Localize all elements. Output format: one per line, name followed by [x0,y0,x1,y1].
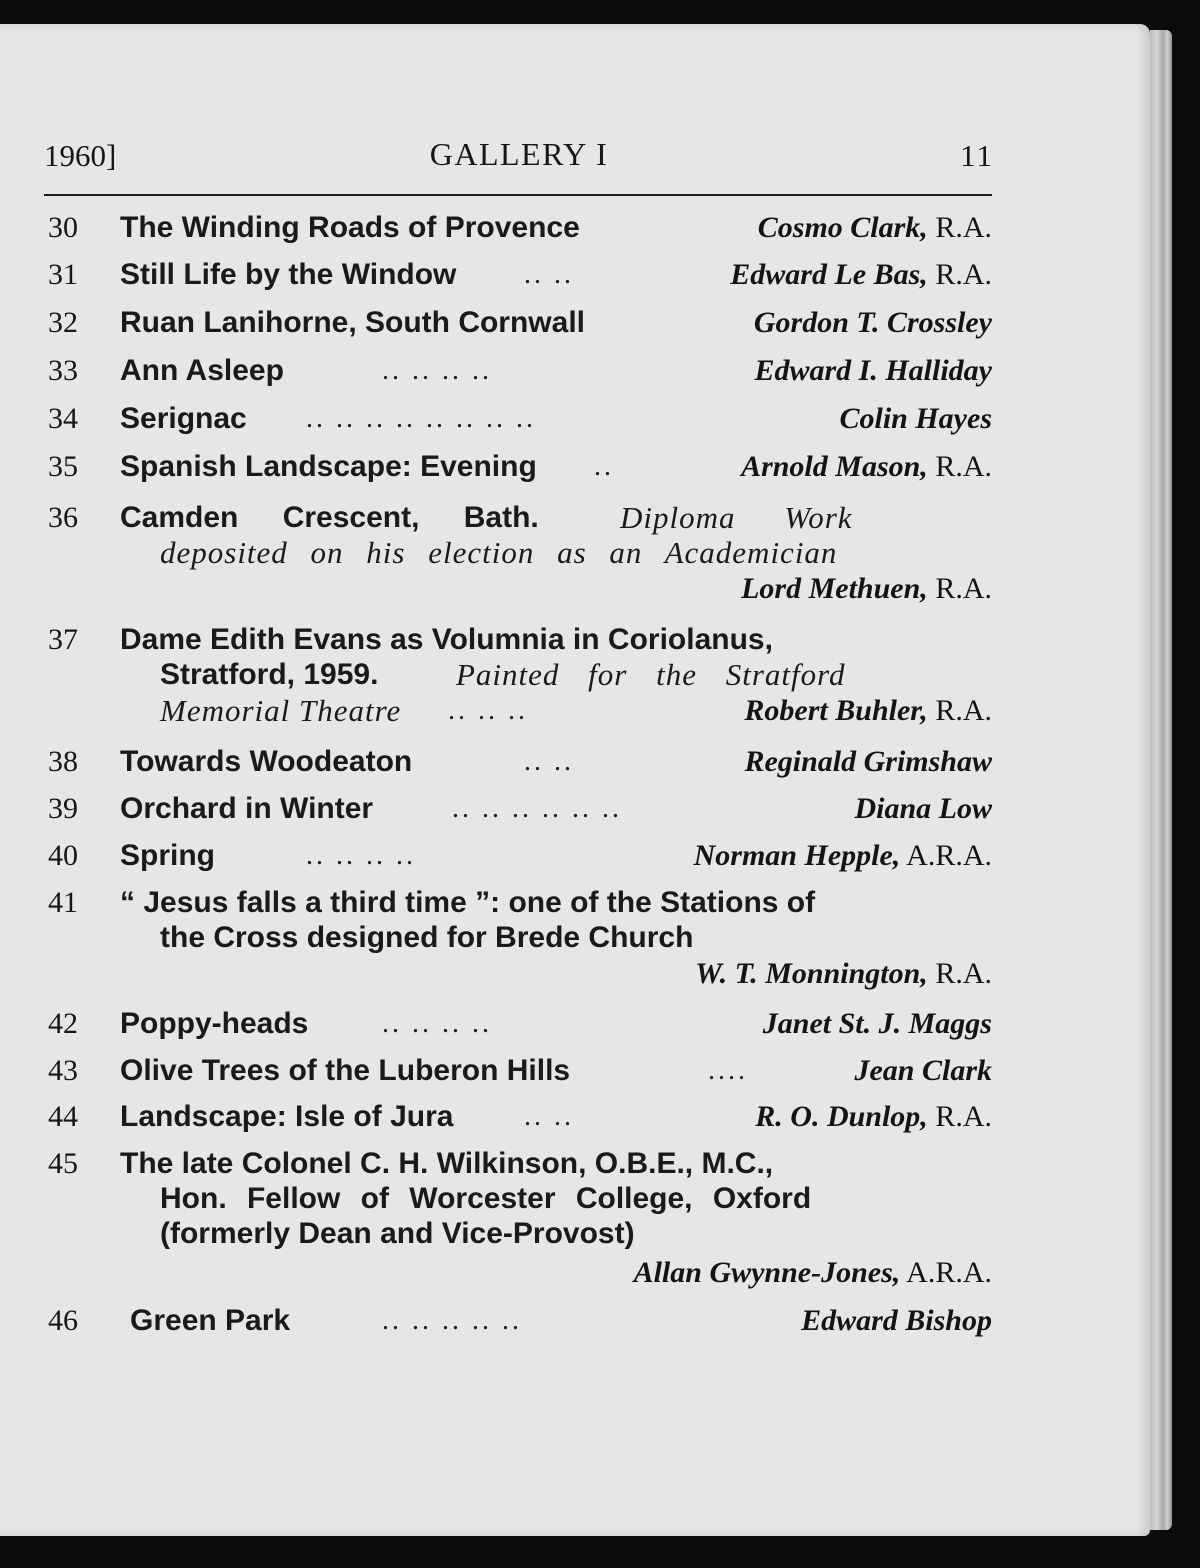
entry-note: Diploma Work [620,500,853,535]
entry-title: The Winding Roads of Provence [120,211,580,244]
entry-artist: Jean Clark [854,1054,992,1087]
entry-artist: W. T. Monnington, R.A. [695,957,992,990]
entry-title: Spring [120,839,215,872]
entry-number: 43 [48,1054,78,1087]
entry-number: 42 [48,1007,78,1040]
entry-artist: Allan Gwynne-Jones, A.R.A. [633,1256,992,1289]
entry-title: Towards Woodeaton [120,745,413,778]
leader-dots: .. .. [524,259,574,290]
entry-artist: Diana Low [854,792,992,825]
entry-note: Painted for the Stratford [456,657,846,692]
entry-title: “ Jesus falls a third time ”: one of the Stations of [120,886,816,919]
entry-artist: Gordon T. Crossley [753,306,992,339]
entry-title: Orchard in Winter [120,792,374,825]
leader-dots: .. .. .. .. .. .. .. .. [306,403,536,434]
leader-dots: .. .. [524,746,574,777]
leader-dots: .. .. .. .. .. .. [452,793,622,824]
entry-artist: Janet St. J. Maggs [762,1007,992,1040]
leader-dots: .. .. .. .. [382,1008,492,1039]
leader-dots: .. .. [524,1101,574,1132]
entry-title: Serignac [120,402,247,435]
entry-title: Dame Edith Evans as Volumnia in Coriolanus, [120,623,773,656]
entry-artist: Norman Hepple, A.R.A. [693,839,992,872]
entry-title: Landscape: Isle of Jura [120,1100,454,1133]
leader-dots: .. .. .. [448,695,528,726]
entry-note: Memorial Theatre [160,693,402,728]
running-head-year: 1960] [44,138,117,173]
entry-title: Olive Trees of the Luberon Hills [120,1054,571,1087]
entry-number: 44 [48,1100,78,1133]
page-number: 11 [960,138,994,173]
entry-title: Spanish Landscape: Evening [120,450,537,483]
entry-artist: Reginald Grimshaw [744,745,992,778]
entry-artist: Lord Methuen, R.A. [741,572,992,605]
leader-dots: .... [708,1055,748,1086]
entry-number: 34 [48,402,78,435]
entry-title-continued: (formerly Dean and Vice-Provost) [160,1217,635,1250]
entry-number: 45 [48,1147,78,1180]
entry-title: Ann Asleep [120,354,284,387]
entry-title: Green Park [130,1304,291,1337]
leader-dots: .. [594,451,614,482]
entry-number: 40 [48,839,78,872]
entry-title: The late Colonel C. H. Wilkinson, O.B.E., M.C., [120,1147,774,1180]
entry-artist: Edward Bishop [801,1304,992,1337]
entry-artist: Robert Buhler, R.A. [744,694,992,727]
entry-artist: Arnold Mason, R.A. [741,450,992,483]
entry-title-continued: Hon. Fellow of Worcester College, Oxford [160,1182,812,1215]
entry-artist: Cosmo Clark, R.A. [757,211,992,244]
entry-number: 46 [48,1304,78,1337]
entry-number: 36 [48,501,78,534]
gallery-title: GALLERY I [429,136,609,172]
leader-dots: .. .. .. .. [306,840,416,871]
entry-title: Poppy-heads [120,1007,309,1040]
entry-artist: Colin Hayes [839,402,992,435]
leader-dots: .. .. .. .. [382,355,492,386]
entry-note: deposited on his election as an Academician [160,535,838,570]
entry-number: 33 [48,354,78,387]
page-edge [1150,30,1172,1530]
entry-number: 30 [48,211,78,244]
entry-number: 39 [48,792,78,825]
entry-artist: Edward I. Halliday [754,354,992,387]
entry-artist: R. O. Dunlop, R.A. [755,1100,992,1133]
entry-title: Still Life by the Window [120,258,457,291]
entry-title: Ruan Lanihorne, South Cornwall [120,306,585,339]
entry-number: 38 [48,745,78,778]
entry-number: 32 [48,306,78,339]
leader-dots: .. .. .. .. .. [382,1305,522,1336]
entry-title-continued: Stratford, 1959. [160,658,379,691]
entry-title-continued: the Cross designed for Brede Church [160,921,694,954]
entry-artist: Edward Le Bas, R.A. [730,258,992,291]
entry-number: 41 [48,886,78,919]
entry-number: 31 [48,258,78,291]
entry-title: Camden Crescent, Bath. [120,501,539,534]
entry-number: 37 [48,623,78,656]
entry-number: 35 [48,450,78,483]
